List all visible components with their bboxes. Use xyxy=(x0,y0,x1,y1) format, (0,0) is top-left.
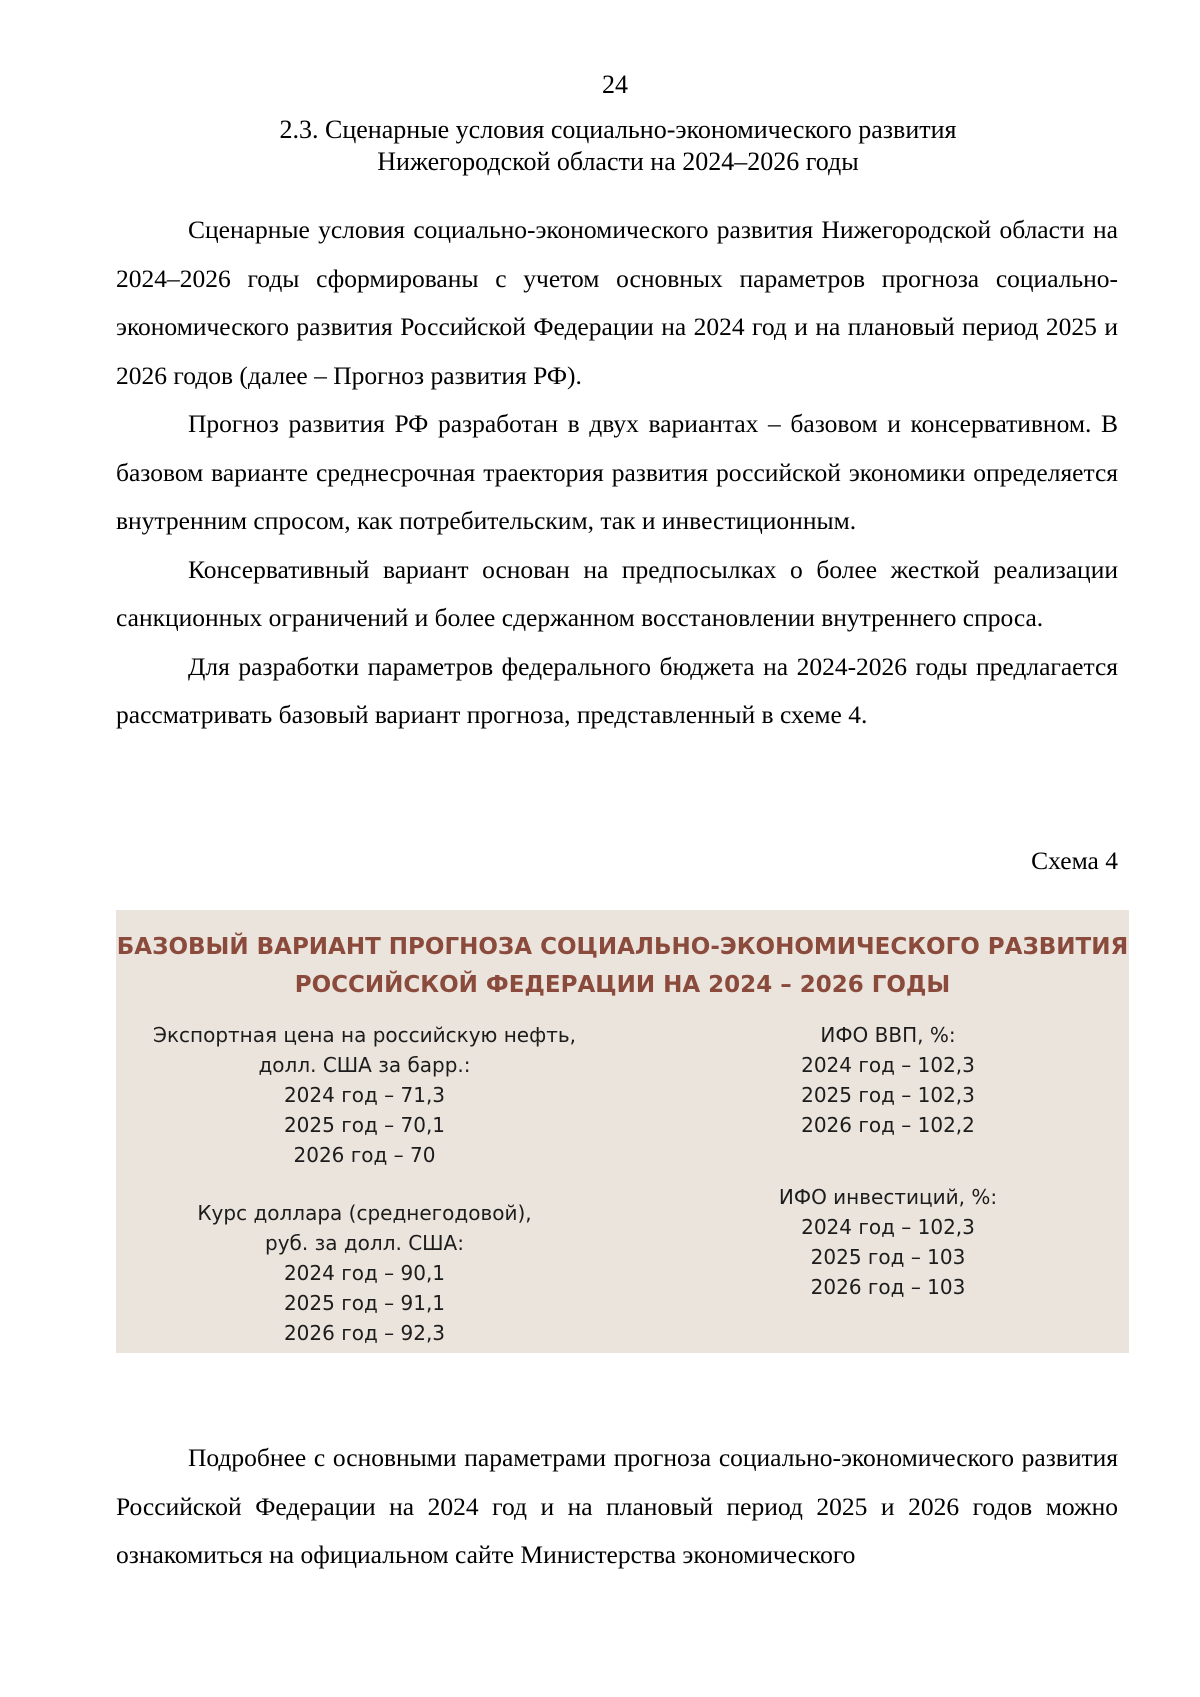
scheme-title xyxy=(116,928,1129,1004)
oil-price-row: 2024 год – 71,3 xyxy=(283,1083,446,1107)
oil-price-block xyxy=(116,1020,613,1170)
gdp-header xyxy=(676,1020,1100,1050)
scheme-title-line-1: БАЗОВЫЙ ВАРИАНТ ПРОГНОЗА СОЦИАЛЬНО-ЭКОНОМИЧЕСКОГО РАЗВИТИЯ xyxy=(116,934,1129,960)
closing-text xyxy=(116,1434,1118,1580)
gdp-row: 2026 год – 102,2 xyxy=(801,1113,975,1137)
investment-block xyxy=(676,1182,1100,1302)
scheme-label: Схема 4 xyxy=(1031,846,1118,875)
usd-rate-row: 2026 год – 92,3 xyxy=(283,1321,446,1345)
investment-header xyxy=(676,1182,1100,1212)
closing-paragraph: Подробнее с основными параметрами прогноза социально-экономического развития Российской Федерации на 2024 год и на плановый период 2025 и 2026 годов можно ознакомиться на официальном сайте Министерства экономического xyxy=(116,1443,1118,1569)
investment-row: 2025 год – 103 xyxy=(810,1245,966,1269)
usd-rate-unit: руб. за долл. США: xyxy=(265,1231,464,1255)
usd-rate-row: 2025 год – 91,1 xyxy=(283,1291,446,1315)
section-title-line-1: 2.3. Сценарные условия социально-экономического развития xyxy=(279,115,957,144)
investment-row: 2026 год – 103 xyxy=(810,1275,966,1299)
scheme-title-line-2: РОССИЙСКОЙ ФЕДЕРАЦИИ НА 2024 – 2026 ГОДЫ xyxy=(294,972,951,998)
investment-header-unit: , %: xyxy=(958,1185,998,1209)
investment-header-label: ИФО инвестиций xyxy=(778,1185,959,1209)
scheme-box xyxy=(116,910,1129,1353)
usd-rate-row: 2024 год – 90,1 xyxy=(283,1261,446,1285)
gdp-row: 2025 год – 102,3 xyxy=(801,1083,975,1107)
paragraph-1: Сценарные условия социально-экономического развития Нижегородской области на 2024–2026 годы сформированы с учетом основных параметров прогноза социально-экономического развития Российской Федерации на 2024 год и на плановый период 2025 и 2026 годов (далее – Прогноз развития РФ). xyxy=(116,215,1118,390)
usd-rate-header: Курс доллара (среднегодовой), xyxy=(197,1201,532,1225)
section-title-line-2: Нижегородской области на 2024–2026 годы xyxy=(377,147,859,176)
page-number: 24 xyxy=(602,70,628,99)
investment-row: 2024 год – 102,3 xyxy=(801,1215,975,1239)
paragraph-4: Для разработки параметров федерального бюджета на 2024-2026 годы предлагается рассматривать базовый вариант прогноза, представленный в схеме 4. xyxy=(116,651,1118,729)
gdp-row: 2024 год – 102,3 xyxy=(801,1053,975,1077)
paragraph-3: Консервативный вариант основан на предпосылках о более жесткой реализации санкционных ограничений и более сдержанном восстановлении внутреннего спроса. xyxy=(116,554,1118,632)
body-text xyxy=(116,206,1118,740)
gdp-block xyxy=(676,1020,1100,1140)
paragraph-2: Прогноз развития РФ разработан в двух вариантах – базовом и консервативном. В базовом варианте среднесрочная траектория развития российской экономики определяется внутренним спросом, как потребительским, так и инвестиционным. xyxy=(116,409,1118,535)
oil-price-header: Экспортная цена на российскую нефть, xyxy=(152,1023,577,1047)
oil-price-unit: долл. США за барр.: xyxy=(258,1053,471,1077)
gdp-header-label: ИФО ВВП xyxy=(820,1023,918,1047)
gdp-header-unit: , %: xyxy=(917,1023,956,1047)
section-title xyxy=(0,114,1200,178)
oil-price-row: 2025 год – 70,1 xyxy=(283,1113,446,1137)
usd-rate-block xyxy=(116,1198,613,1348)
oil-price-row: 2026 год – 70 xyxy=(293,1143,436,1167)
